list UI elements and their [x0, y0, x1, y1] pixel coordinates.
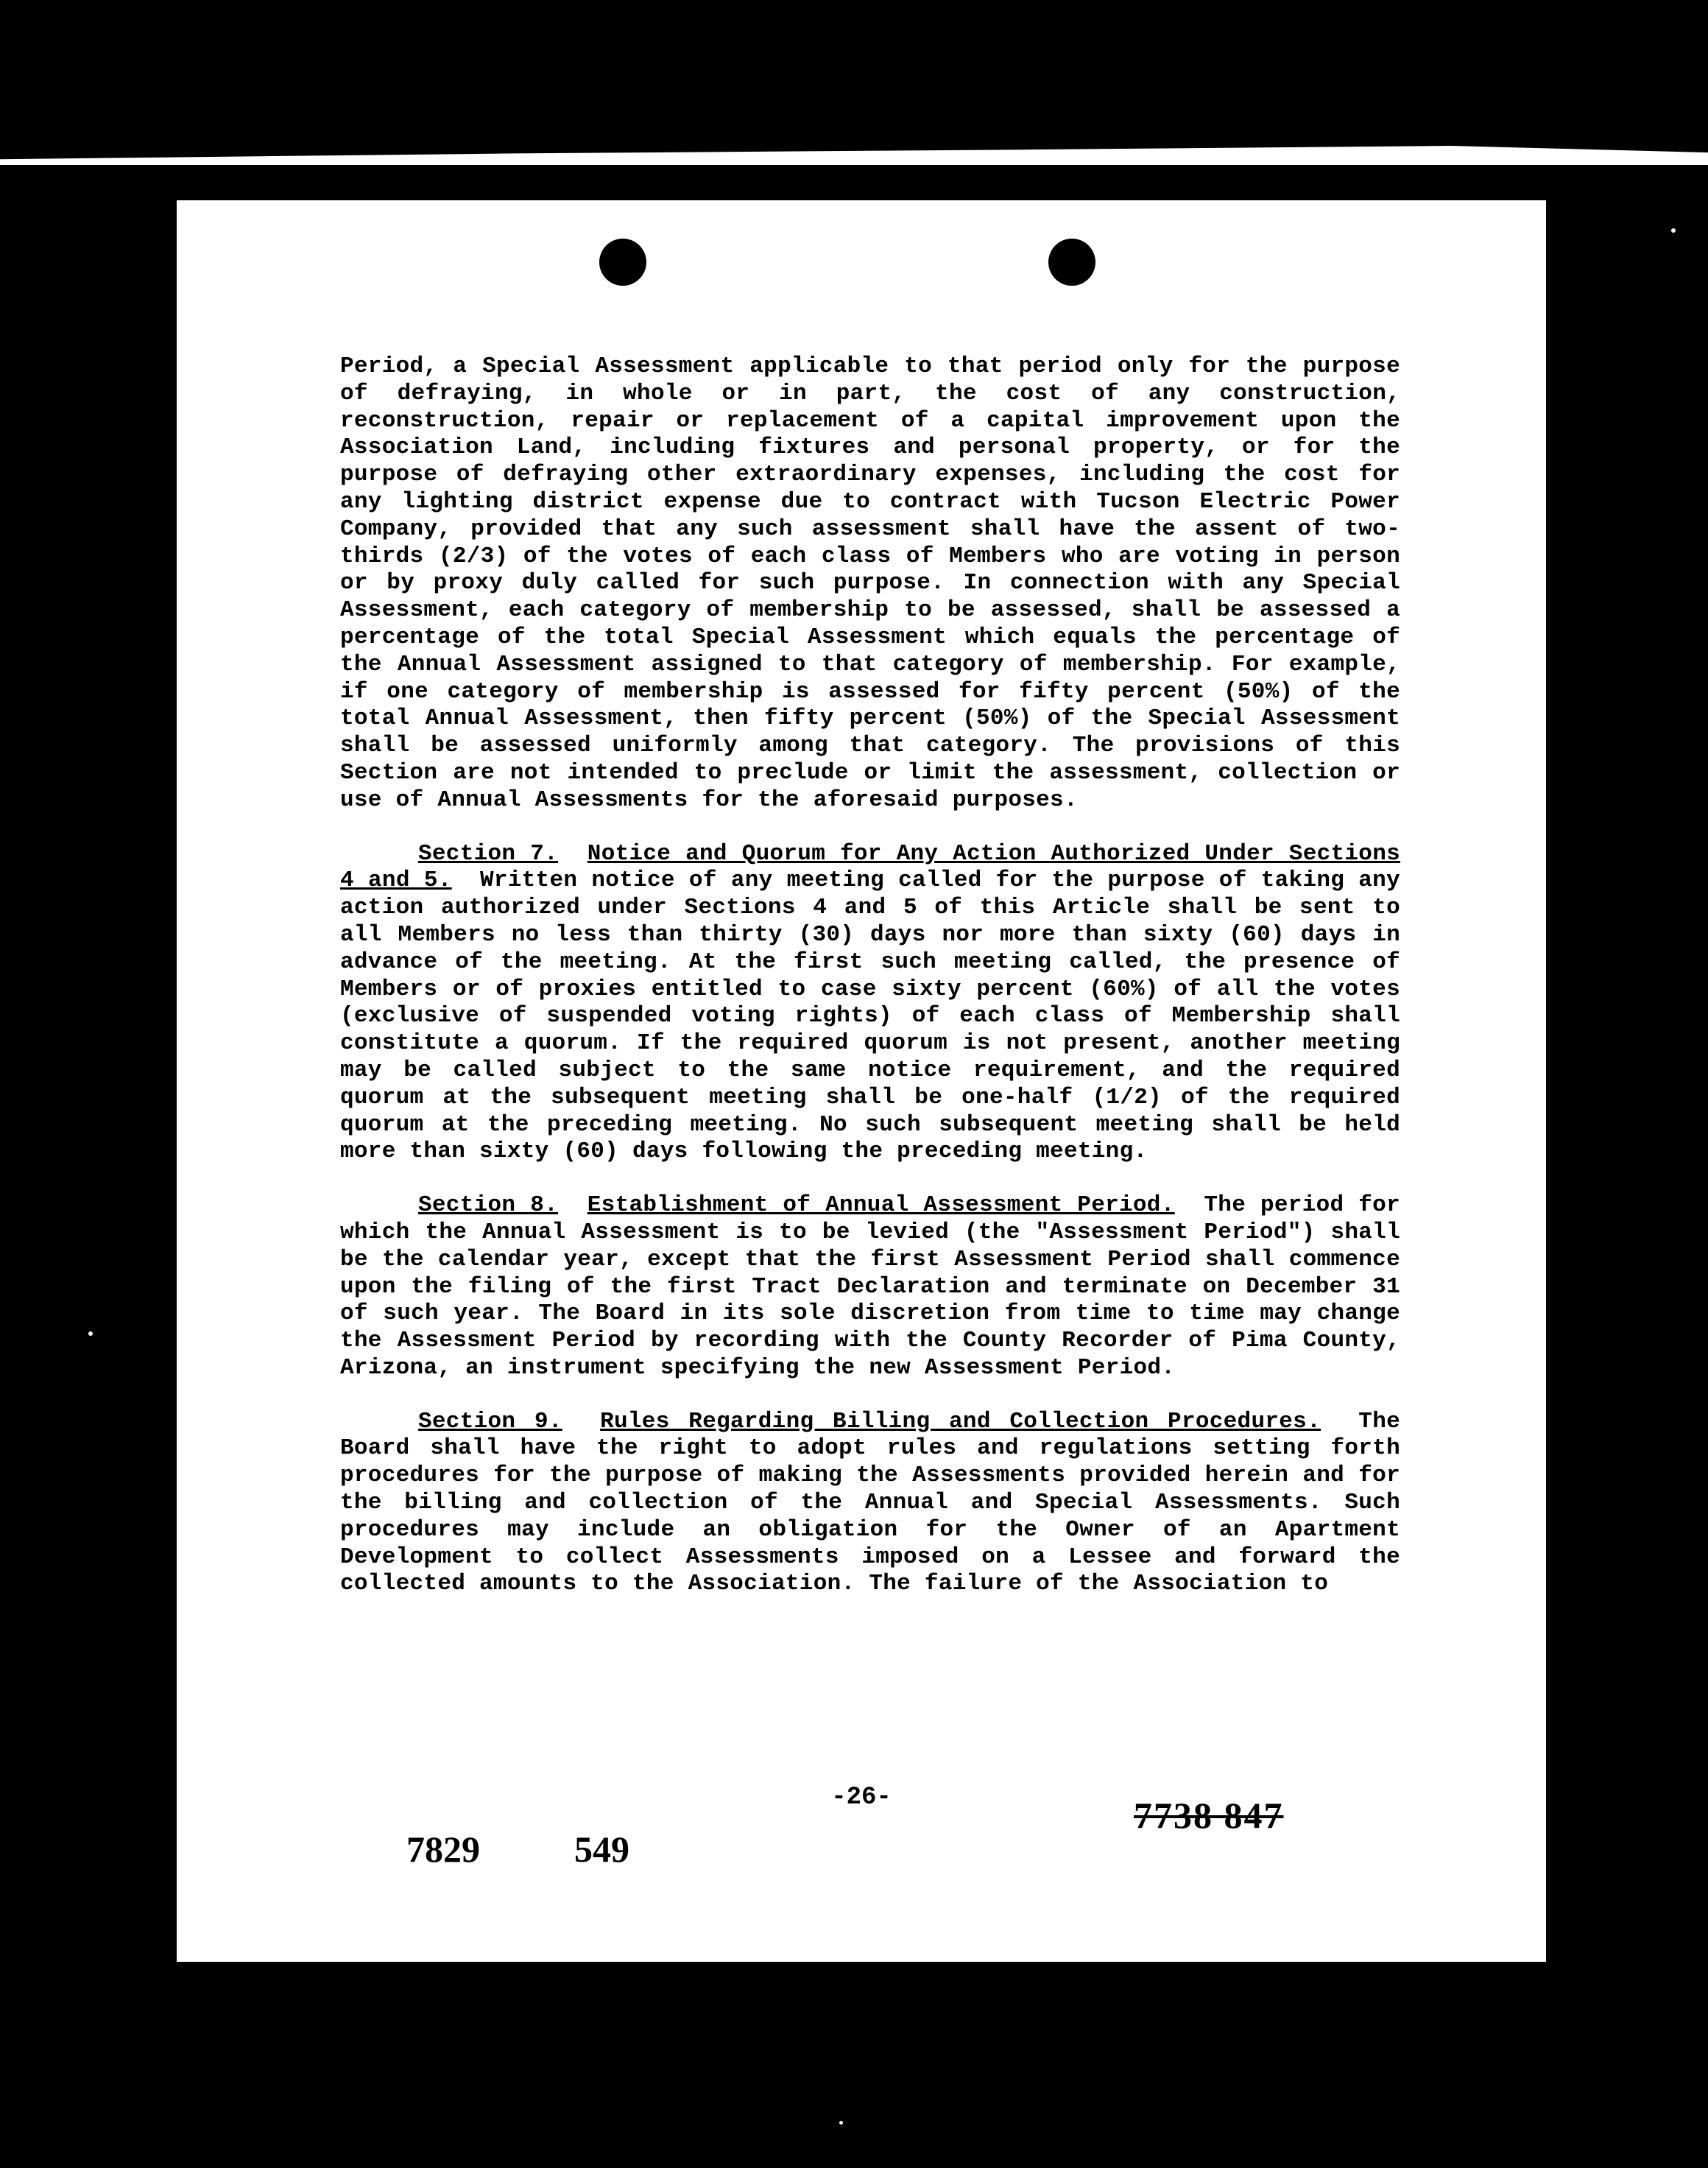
section-title: Establishment of Annual Assessment Period.: [587, 1192, 1175, 1219]
struck-old-reference: 7738 847: [1134, 1795, 1284, 1836]
section-8: [340, 1192, 1400, 1382]
punch-hole-icon: [599, 239, 646, 286]
document-body: [340, 353, 1400, 1625]
section-number: Section 9.: [418, 1408, 562, 1435]
scan-speck: [331, 256, 336, 261]
docket-book-number: 7829: [406, 1829, 480, 1870]
section-number: Section 8.: [418, 1192, 559, 1219]
document-page: [177, 200, 1546, 1962]
scan-edge: [0, 146, 1708, 165]
scan-speck: [88, 1331, 93, 1336]
paragraph-text: The Board shall have the right to adopt rules and regulations setting forth procedures for the purpose of making the Assessments provided herein and for the billing and collection of the Annual and Special Assessments. Such procedures may include an obligation for the Owner of an Apartment Development to collect Assessments imposed on a Lessee and forward the collected amounts to the Association. The failure of the Association to: [340, 1408, 1401, 1597]
section-7: [340, 841, 1400, 1166]
section-number: Section 7.: [418, 840, 559, 867]
scan-speck: [839, 2121, 843, 2125]
scan-speck: [1671, 228, 1676, 233]
section-title: Notice and Quorum for Any Action Authorized Under Sections 4 and 5.: [340, 840, 1401, 894]
scan-speck: [265, 300, 269, 304]
punch-hole-icon: [1048, 239, 1095, 286]
section-9: [340, 1409, 1400, 1599]
paragraph-text: The period for which the Annual Assessment is to be levied (the "Assessment Period") shall be the calendar year, except that the first Assessment Period shall commence upon the filing of the first Tract Declaration and terminate on December 31 of such year. The Board in its sole discretion from time to time may change the Assessment Period by recording with the County Recorder of Pima County, Arizona, an instrument specifying the new Assessment Period.: [340, 1192, 1400, 1381]
paragraph-text: Period, a Special Assessment applicable to that period only for the purpose of defraying, in whole or in part, the cost of any construction, reconstruction, repair or replacement of a capital improvement upon the Association Land, including fixtures and personal property, or for the purpose of defraying other extraordinary expenses, including the cost for any lighting district expense due to contract with Tucson Electric Power Company, provided that any such assessment shall have the assent of two-thirds (2/3) of the votes of each class of Members who are voting in person or by proxy duly called for such purpose. In connection with any Special Assessment, each category of membership to be assessed, shall be assessed a percentage of the total Special Assessment which equals the percentage of the Annual Assessment assigned to that category of membership. For example, if one category of membership is assessed for fifty percent (50%) of the total Annual Assessment, then fifty percent (50%) of the Special Assessment shall be assessed uniformly among that category. The provisions of this Section are not intended to preclude or limit the assessment, collection or use of Annual Assessments for the aforesaid purposes.: [340, 353, 1400, 813]
docket-page-number: 549: [574, 1829, 629, 1870]
paragraph-text: Written notice of any meeting called for the purpose of taking any action authorized under Sections 4 and 5 of this Article shall be sent to all Members no less than thirty (30) days nor more than sixty (60) days in advance of the meeting. At the first such meeting called, the presence of Members or of proxies entitled to case sixty percent (60%) of all the votes (exclusive of suspended voting rights) of each class of Membership shall constitute a quorum. If the required quorum is not present, another meeting may be called subject to the same notice requirement, and the required quorum at the subsequent meeting shall be one-half (1/2) of the required quorum at the preceding meeting. No such subsequent meeting shall be held more than sixty (60) days following the preceding meeting.: [340, 867, 1400, 1165]
page-number: -26-: [831, 1784, 892, 1812]
scan-speck: [250, 324, 254, 328]
section-title: Rules Regarding Billing and Collection Procedures.: [600, 1408, 1321, 1435]
paragraph-continuation: [340, 353, 1400, 814]
